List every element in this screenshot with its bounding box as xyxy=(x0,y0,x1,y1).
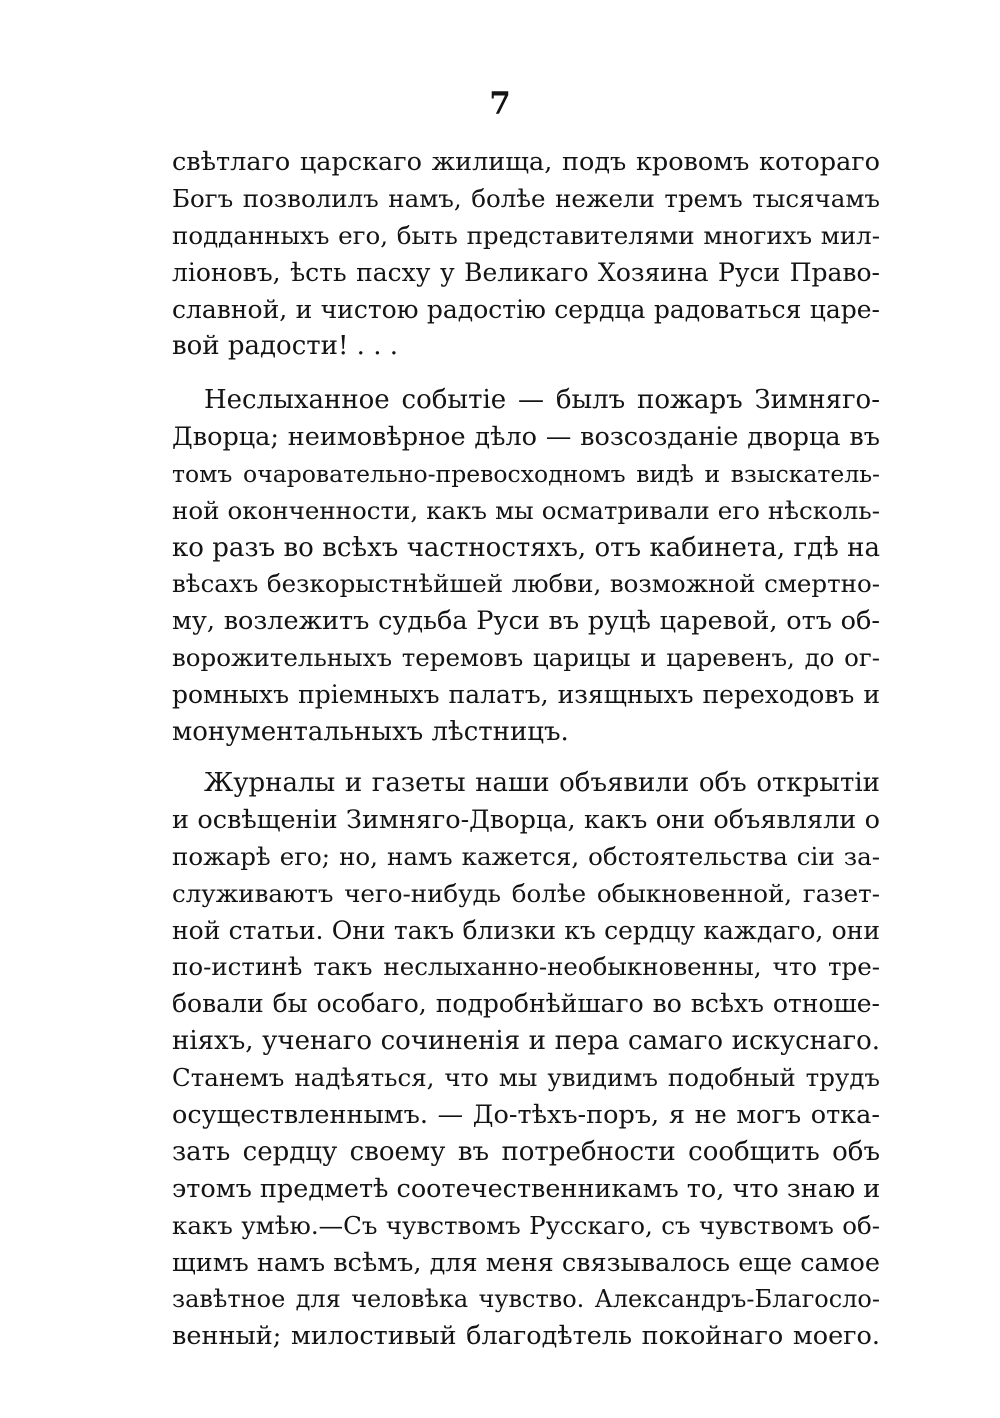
text-line: Неслыханное событіе — былъ пожаръ Зимняго- xyxy=(204,385,880,415)
text-line: Богъ позволилъ намъ, болѣе нежели тремъ тысячамъ xyxy=(172,183,880,213)
text-line: ніяхъ, ученаго сочиненія и пера самаго искуснаго. xyxy=(172,1026,880,1057)
text-line: Станемъ надѣяться, что мы увидимъ подобный трудъ xyxy=(172,1063,880,1093)
paragraph-1 xyxy=(172,144,880,365)
text-line: и освѣщеніи Зимняго-Дворца, какъ они объявляли о xyxy=(172,804,880,835)
text-line: монументальныхъ лѣстницъ. xyxy=(172,717,569,748)
text-line: ной статьи. Они такъ близки къ сердцу каждаго, они xyxy=(172,915,880,945)
text-line: Дворца; неимовѣрное дѣло — возсозданіе дворца въ xyxy=(172,421,880,452)
page-number: 7 xyxy=(489,86,511,122)
text-line: подданныхъ его, быть представителями многихъ мил- xyxy=(172,220,880,250)
text-line: пожарѣ его; но, намъ кажется, обстоятельства сіи за- xyxy=(172,841,880,871)
text-line: ворожительныхъ теремовъ царицы и царевенъ, до ог- xyxy=(172,643,880,673)
text-line: какъ умѣю.—Съ чувствомъ Русскаго, съ чувствомъ об- xyxy=(172,1210,880,1240)
text-line: по-истинѣ такъ неслыханно-необыкновенны, что тре- xyxy=(172,952,880,982)
text-line: ной оконченности, какъ мы осматривали его нѣсколь- xyxy=(172,495,880,525)
text-line: щимъ намъ всѣмъ, для меня связывалось еще самое xyxy=(172,1247,880,1278)
text-line: этомъ предметѣ соотечественникамъ то, что знаю и xyxy=(172,1173,881,1204)
text-line: вѣсахъ безкорыстнѣйшей любви, возможной смертно- xyxy=(172,569,880,599)
text-line: служиваютъ чего-нибудь болѣе обыкновенной, газет- xyxy=(172,878,880,908)
text-line: томъ очаровательно-превосходномъ видѣ и взыскатель- xyxy=(172,459,880,488)
text-line: Журналы и газеты наши объявили объ открытіи xyxy=(204,768,880,798)
text-line: му, возлежитъ судьба Руси въ руцѣ царевой, отъ об- xyxy=(172,606,880,637)
text-line: венный; милостивый благодѣтель покойнаго моего. xyxy=(172,1321,880,1352)
text-line: свѣтлаго царскаго жилища, подъ кровомъ котораго xyxy=(172,147,880,177)
paragraph-3 xyxy=(172,765,880,1355)
paragraph-2 xyxy=(172,382,880,751)
text-line: осуществленнымъ. — До-тѣхъ-поръ, я не могъ отка- xyxy=(172,1100,880,1131)
text-line: бовали бы особаго, подробнѣйшаго во всѣхъ отноше- xyxy=(172,989,880,1019)
text-line: славной, и чистою радостію сердца радоваться царе- xyxy=(172,294,880,324)
text-line: завѣтное для человѣка чувство. Александръ-Благосло- xyxy=(172,1285,880,1314)
text-line: ромныхъ пріемныхъ палатъ, изящныхъ переходовъ и xyxy=(172,680,880,710)
text-line: вой радости! . . . xyxy=(172,331,399,362)
text-line: ко разъ во всѣхъ частностяхъ, отъ кабинета, гдѣ на xyxy=(172,532,880,563)
text-line: ліоновъ, ѣсть пасху у Великаго Хозяина Руси Право- xyxy=(172,257,880,287)
text-line: зать сердцу своему въ потребности сообщить объ xyxy=(172,1136,880,1167)
